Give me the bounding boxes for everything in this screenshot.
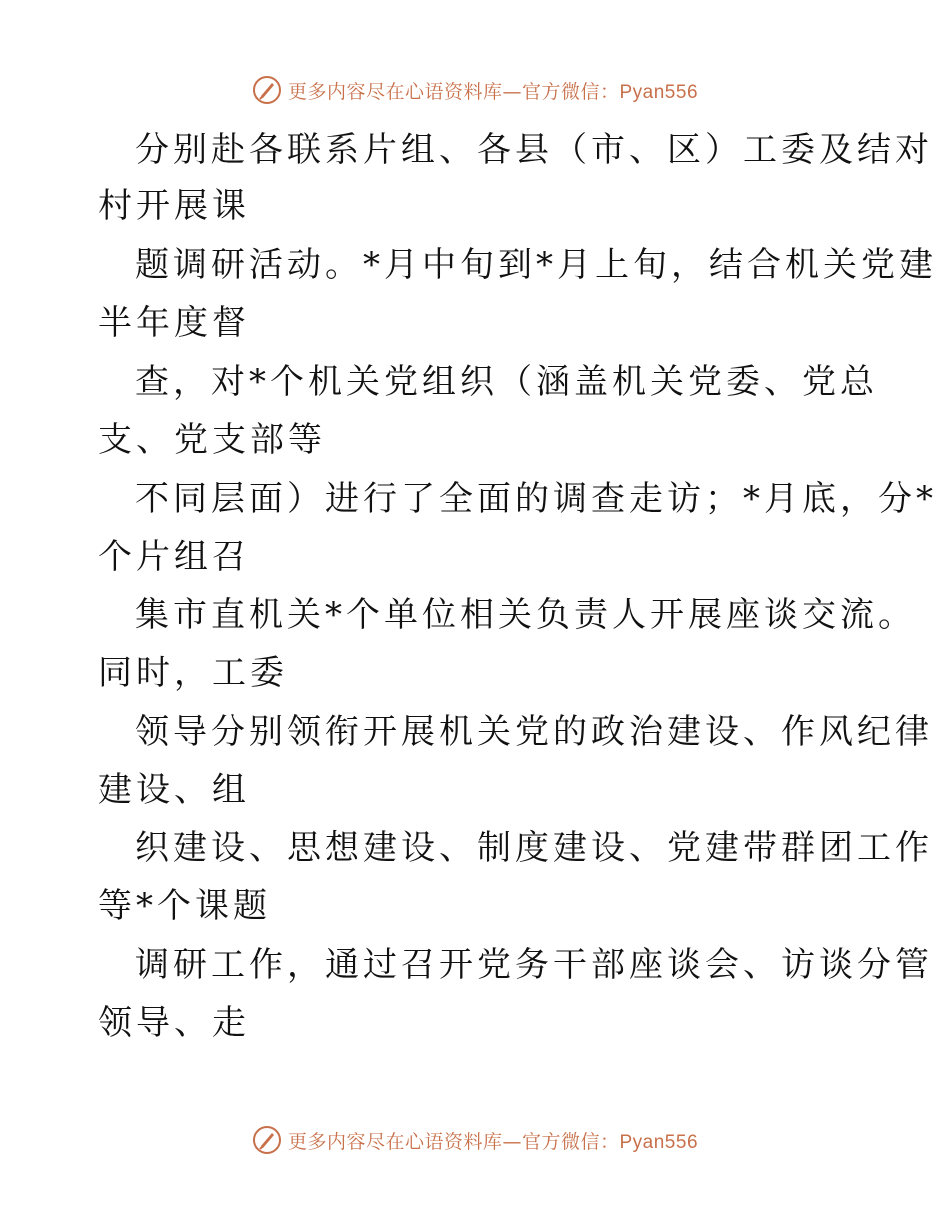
header-watermark (0, 70, 950, 110)
body-line: 领导分别领衔开展机关党的政治建设、作风纪律 (135, 712, 933, 752)
quill-logo-icon (252, 1125, 282, 1155)
body-line: 同时，工委 (98, 653, 288, 693)
body-line: 调研工作，通过召开党务干部座谈会、访谈分管 (135, 945, 933, 985)
body-line: 集市直机关*个单位相关负责人开展座谈交流。 (135, 595, 916, 635)
footer-watermark (0, 1120, 950, 1160)
body-line: 村开展课 (98, 186, 250, 226)
body-line: 题调研活动。*月中旬到*月上旬，结合机关党建 (135, 245, 937, 285)
quill-logo-icon (252, 75, 282, 105)
body-line: 查，对*个机关党组织（涵盖机关党委、党总 (135, 362, 878, 402)
body-line: 领导、走 (98, 1003, 250, 1043)
watermark-contact: Pyan556 (619, 1131, 699, 1153)
body-line: 分别赴各联系片组、各县（市、区）工委及结对 (135, 130, 933, 170)
body-line: 织建设、思想建设、制度建设、党建带群团工作 (135, 828, 933, 868)
watermark-contact: Pyan556 (619, 81, 699, 103)
body-line: 个片组召 (98, 537, 250, 577)
body-line: 支、党支部等 (98, 420, 326, 460)
body-line: 不同层面）进行了全面的调查走访；*月底，分* (135, 479, 937, 519)
watermark-text: 更多内容尽在心语资料库—官方微信：Pyan556 (287, 80, 699, 103)
body-line: 等*个课题 (98, 886, 271, 926)
body-line: 半年度督 (98, 303, 250, 343)
watermark-text: 更多内容尽在心语资料库—官方微信：Pyan556 (287, 1130, 699, 1153)
body-line: 建设、组 (98, 770, 250, 810)
